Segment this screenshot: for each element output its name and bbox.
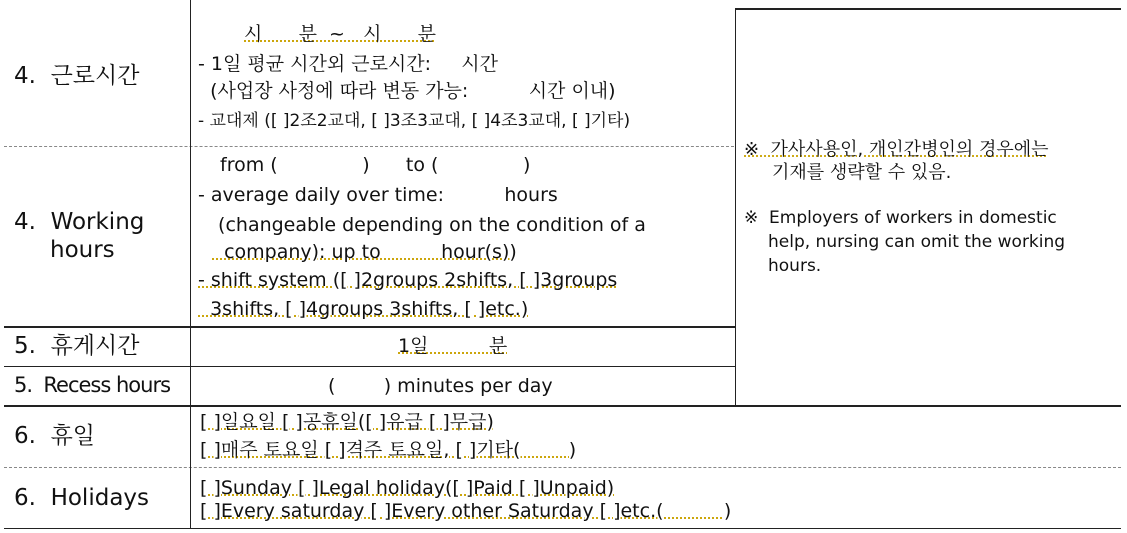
holiday-line2-ko: [ ]매주 토요일 [ ]격주 토요일, [ ]기타( ) (200, 439, 577, 461)
table-top-border (736, 8, 1121, 10)
overtime-note-en-2: company): up to hour(s)) (212, 241, 517, 263)
note-en-line3: hours. (768, 256, 822, 276)
holiday-line2-en: [ ]Every saturday [ ]Every other Saturday [ ]etc.( ) (200, 500, 732, 522)
overtime-note-ko: (사업장 사정에 따라 변동 가능: 시간 이내) (198, 80, 616, 102)
row-divider (4, 326, 735, 328)
recess-label-en: 5. Recess hours (14, 373, 171, 397)
working-hours-label-en-line2: hours (50, 237, 115, 263)
working-hours-label-en-line1: 4. Working (14, 209, 145, 235)
note-en-line2: help, nursing can omit the working (768, 232, 1066, 252)
holiday-line1-ko: [ ]일요일 [ ]공휴일([ ]유급 [ ]무급) (200, 411, 494, 433)
column-divider-label (190, 0, 191, 529)
row-divider (4, 405, 1121, 407)
overtime-note-en-1: (changeable depending on the condition of a (212, 214, 646, 236)
recess-value-en: ( ) minutes per day (328, 375, 553, 397)
row-divider (4, 366, 735, 367)
table-bottom-border (4, 528, 1121, 529)
note-en-line1: ※ Employers of workers in domestic (744, 208, 1057, 228)
shift-system-en-2: 3shifts, [ ]4groups 3shifts, [ ]etc.) (198, 298, 529, 320)
row-divider-dotted (4, 146, 734, 147)
working-hours-time-range-en: from ( ) to ( ) (220, 154, 531, 176)
shift-system-en-1: - shift system ([ ]2groups 2shifts, [ ]3groups (198, 269, 618, 291)
recess-value-ko: 1일 분 (398, 335, 508, 357)
overtime-line-en: - average daily over time: hours (198, 184, 558, 206)
working-hours-label-ko: 4. 근로시간 (14, 63, 140, 89)
row-divider-dotted (4, 467, 1121, 468)
note-ko-line1: ※ 가사사용인, 개인간병인의 경우에는 (744, 139, 1049, 160)
holiday-line1-en: [ ]Sunday [ ]Legal holiday([ ]Paid [ ]Unpaid) (200, 477, 615, 499)
shift-system-ko: - 교대제 ([ ]2조2교대, [ ]3조3교대, [ ]4조3교대, [ ]기타) (198, 111, 631, 131)
note-ko-line2: 기재를 생략할 수 있음. (772, 162, 952, 183)
recess-label-ko: 5. 휴게시간 (14, 333, 140, 359)
holiday-label-en: 6. Holidays (14, 485, 150, 511)
column-divider-notes (735, 8, 736, 406)
overtime-line-ko: - 1일 평균 시간외 근로시간: 시간 (198, 53, 498, 75)
working-hours-time-range-ko: 시 분 ~ 시 분 (244, 23, 437, 45)
holiday-label-ko: 6. 휴일 (14, 423, 96, 449)
